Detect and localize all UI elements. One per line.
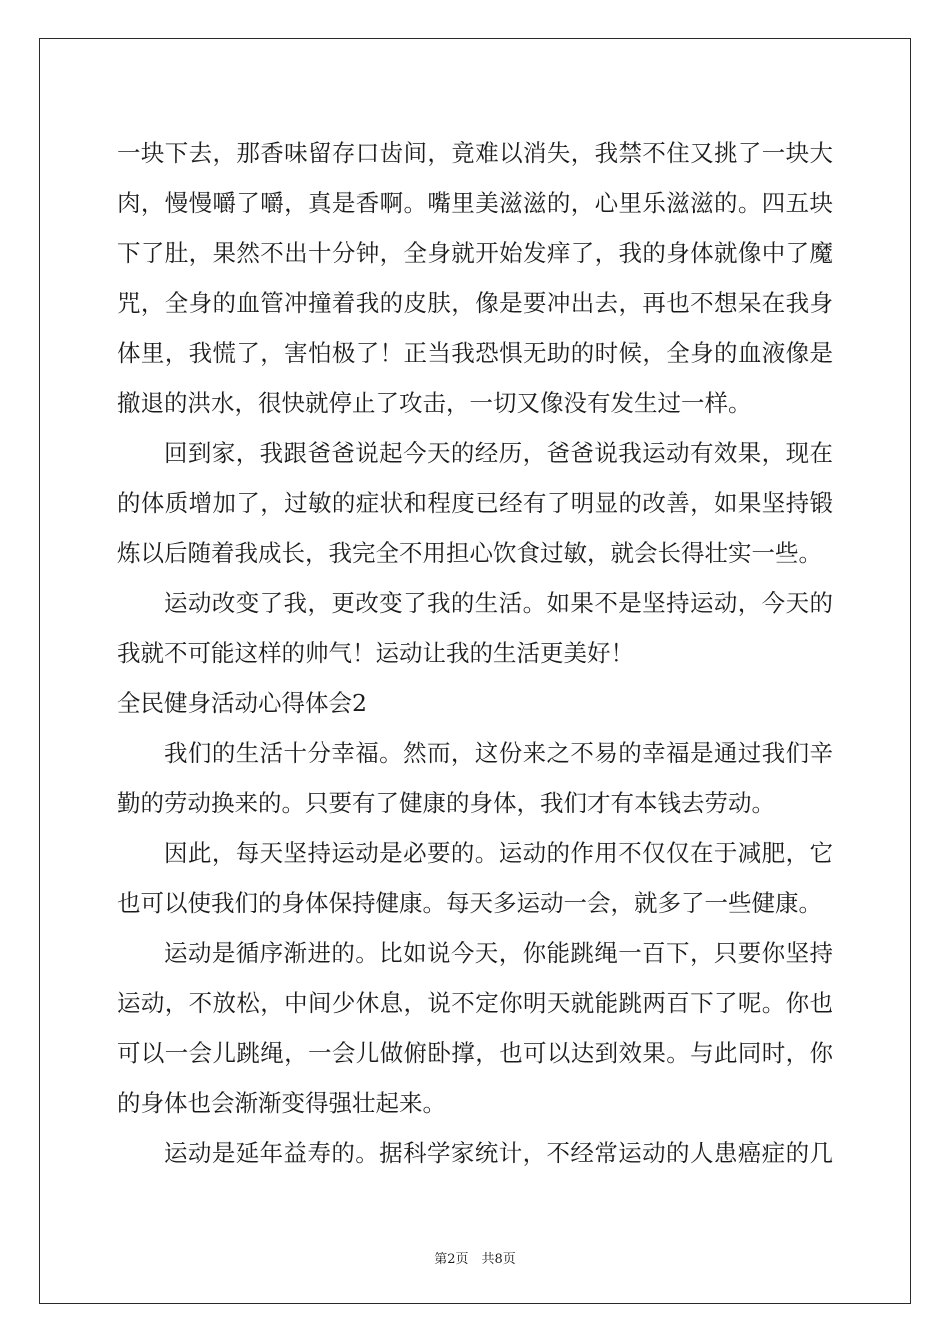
text-line: 的身体也会渐渐变得强壮起来。 bbox=[117, 1089, 446, 1117]
text-line: 我就不可能这样的帅气！运动让我的生活更美好！ bbox=[117, 639, 634, 667]
text-line: 体里，我慌了，害怕极了！正当我恐惧无助的时候，全身的血液像是 bbox=[117, 339, 833, 367]
text-line: 运动是延年益寿的。据科学家统计，不经常运动的人患癌症的几 bbox=[164, 1139, 833, 1167]
page-footer: 第2页 共8页 bbox=[434, 1252, 516, 1267]
text-line: 回到家，我跟爸爸说起今天的经历，爸爸说我运动有效果，现在 bbox=[164, 439, 833, 467]
text-line: 我们的生活十分幸福。然而，这份来之不易的幸福是通过我们辛 bbox=[164, 739, 833, 767]
text-line: 可以一会儿跳绳，一会儿做俯卧撑，也可以达到效果。与此同时，你 bbox=[117, 1039, 833, 1067]
text-line: 撤退的洪水，很快就停止了攻击，一切又像没有发生过一样。 bbox=[117, 389, 752, 417]
text-line: 运动，不放松，中间少休息，说不定你明天就能跳两百下了呢。你也 bbox=[117, 989, 833, 1017]
text-line: 的体质增加了，过敏的症状和程度已经有了明显的改善，如果坚持锻 bbox=[117, 489, 833, 517]
text-line: 炼以后随着我成长，我完全不用担心饮食过敏，就会长得壮实一些。 bbox=[117, 539, 822, 567]
text-line: 下了肚，果然不出十分钟，全身就开始发痒了，我的身体就像中了魔 bbox=[117, 239, 833, 267]
text-line: 勤的劳动换来的。只要有了健康的身体，我们才有本钱去劳动。 bbox=[117, 789, 775, 817]
text-line: 一块下去，那香味留存口齿间，竟难以消失，我禁不住又挑了一块大 bbox=[117, 139, 833, 167]
text-line: 运动是循序渐进的。比如说今天，你能跳绳一百下，只要你坚持 bbox=[164, 939, 833, 967]
text-line: 咒，全身的血管冲撞着我的皮肤，像是要冲出去，再也不想呆在我身 bbox=[117, 289, 833, 317]
document-body bbox=[117, 128, 833, 1178]
text-line: 肉，慢慢嚼了嚼，真是香啊。嘴里美滋滋的，心里乐滋滋的。四五块 bbox=[117, 189, 833, 217]
text-line: 运动改变了我，更改变了我的生活。如果不是坚持运动，今天的 bbox=[164, 589, 833, 617]
text-line: 因此，每天坚持运动是必要的。运动的作用不仅仅在于减肥，它 bbox=[164, 839, 833, 867]
section-heading: 全民健身活动心得体会2 bbox=[117, 689, 367, 717]
text-line: 也可以使我们的身体保持健康。每天多运动一会，就多了一些健康。 bbox=[117, 889, 822, 917]
